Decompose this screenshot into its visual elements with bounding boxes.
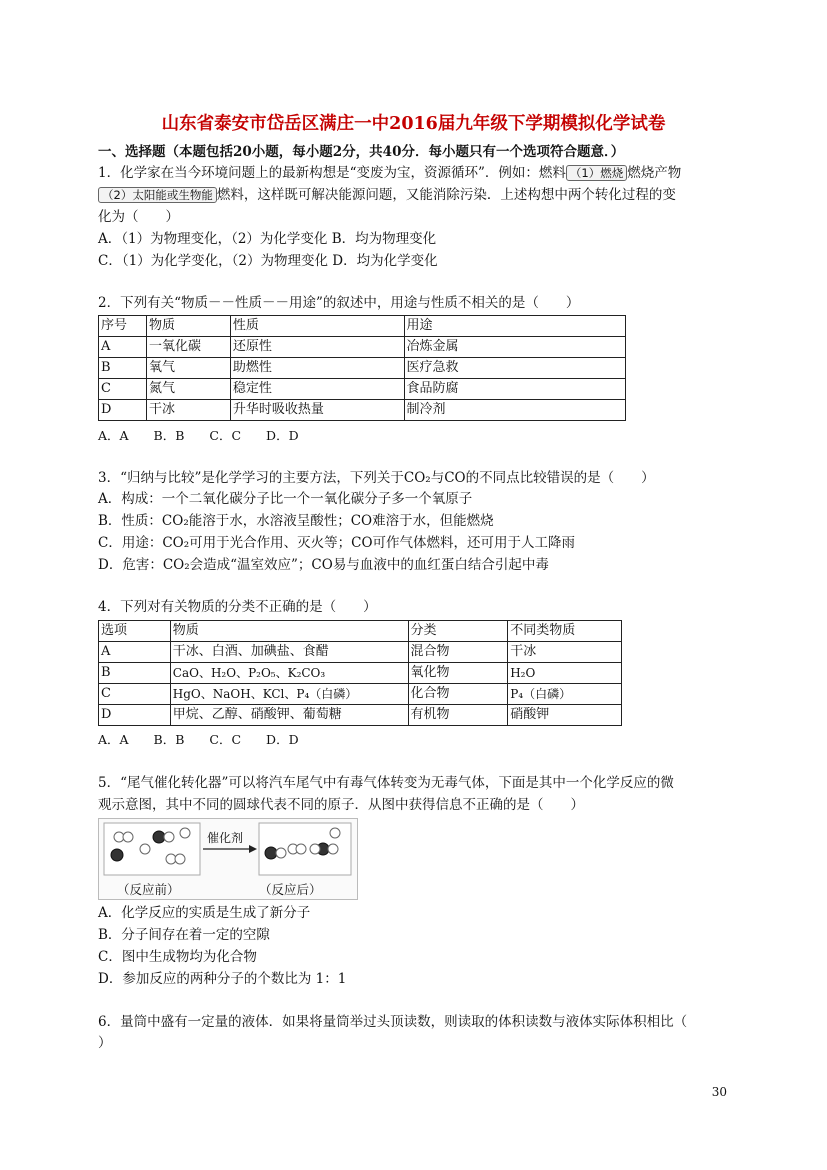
table-row [99,705,622,726]
atom [265,847,277,859]
table-row [99,642,622,663]
table-cell: D [99,705,171,726]
q1-text-1a: 1．化学家在当今环境问题上的最新构想是“变废为宝，资源循环”．例如：燃料 [98,165,566,181]
before-label: （反应前） [117,882,180,897]
table-cell: P₄（白磷） [508,684,622,705]
table-cell: B [99,358,147,379]
table-cell: HgO、NaOH、KCl、P₄（白磷） [170,684,408,705]
q1-line-1 [98,163,681,183]
table-cell: 选项 [99,621,171,642]
q3-option-a: A．构成：一个二氧化碳分子比一个一氧化碳分子多一个氧原子 [98,491,473,507]
table-cell: 干冰 [508,642,622,663]
exam-title: 山东省泰安市岱岳区满庄一中2016届九年级下学期模拟化学试卷 [161,114,666,134]
atom [330,828,340,838]
q3-stem: 3．“归纳与比较”是化学学习的主要方法，下列关于CO₂与CO的不同点比较错误的是（ ） [98,470,655,486]
q5-stem-line-1: 5．“尾气催化转化器”可以将汽车尾气中有毒气体转变为无毒气体，下面是其中一个化学反应的微 [98,775,674,791]
q1-arrow-label-2: （2）太阳能或生物能 [98,187,217,203]
table-cell: A [99,642,171,663]
table-cell: 有机物 [408,705,508,726]
table-cell: 医疗急救 [404,358,625,379]
atom [123,832,133,842]
q1-line-3: 化为（ ） [98,209,179,225]
table-row [99,379,626,400]
q1-text-1b: 燃烧产物 [627,165,682,181]
table-row [99,316,626,337]
table-cell: 还原性 [230,337,404,358]
q5-option-c: C．图中生成物均为化合物 [98,949,257,965]
q1-options-ab: A．（1）为物理变化，（2）为化学变化 B．均为物理变化 [98,231,437,247]
q3-option-b: B．性质：CO₂能溶于水，水溶液呈酸性；CO难溶于水，但能燃烧 [98,513,494,529]
table-cell: B [99,663,171,684]
q5-option-b: B．分子间存在着一定的空隙 [98,927,270,943]
reaction-diagram [98,818,358,900]
table-cell: 干冰、白酒、加碘盐、食醋 [170,642,408,663]
catalyst-label: 催化剂 [207,831,244,845]
page-number: 30 [711,1085,727,1099]
table-cell: 氮气 [146,379,230,400]
q2-options: A．A B．B C．C D．D [98,428,299,443]
table-cell: 混合物 [408,642,508,663]
table-cell: 制冷剂 [404,400,625,421]
table-cell: D [99,400,147,421]
q5-option-a: A．化学反应的实质是生成了新分子 [98,905,311,921]
arrow-head [249,845,257,853]
q2-stem: 2．下列有关“物质－－性质－－用途”的叙述中，用途与性质不相关的是（ ） [98,295,580,311]
table-cell: C [99,684,171,705]
table-cell: 不同类物质 [508,621,622,642]
table-cell: 助燃性 [230,358,404,379]
q5-stem-line-2: 观示意图，其中不同的圆球代表不同的原子．从图中获得信息不正确的是（ ） [98,797,584,813]
table-cell: 氧气 [146,358,230,379]
table-cell: 物质 [170,621,408,642]
atom [164,832,174,842]
table-cell: CaO、H₂O、P₂O₅、K₂CO₃ [170,663,408,684]
q4-table [98,620,622,726]
table-cell: 用途 [404,316,625,337]
q1-line-2 [98,185,676,205]
table-row [99,621,622,642]
table-row [99,684,622,705]
q4-stem: 4．下列对有关物质的分类不正确的是（ ） [98,599,377,615]
table-row [99,358,626,379]
q1-arrow-label-1: （1）燃烧 [566,165,627,181]
atom [175,854,185,864]
atom [180,828,190,838]
table-cell: 氧化物 [408,663,508,684]
atom [328,844,338,854]
table-cell: 甲烷、乙醇、硝酸钾、葡萄糖 [170,705,408,726]
atom [140,844,150,854]
table-cell: 物质 [146,316,230,337]
atom [310,844,320,854]
q3-option-c: C．用途：CO₂可用于光合作用、灭火等；CO可作气体燃料，还可用于人工降雨 [98,535,576,551]
q5-option-d: D．参加反应的两种分子的个数比为 1：1 [98,971,347,987]
atom [153,831,165,843]
table-cell: 序号 [99,316,147,337]
table-cell: 升华时吸收热量 [230,400,404,421]
q4-options: A．A B．B C．C D．D [98,732,299,747]
atom [296,844,306,854]
q3-option-d: D．危害：CO₂会造成“温室效应”；CO易与血液中的血红蛋白结合引起中毒 [98,557,549,573]
atom [111,849,123,861]
table-cell: C [99,379,147,400]
table-row [99,663,622,684]
q2-table [98,315,626,421]
table-cell: H₂O [508,663,622,684]
table-cell: 分类 [408,621,508,642]
q6-stem-line-2: ） [98,1035,112,1051]
section-heading: 一、选择题（本题包括20小题，每小题2分，共40分．每小题只有一个选项符合题意．） [98,144,625,160]
table-cell: 硝酸钾 [508,705,622,726]
q1-text-2b: 燃料，这样既可解决能源问题，又能消除污染．上述构想中两个转化过程的变 [216,187,676,203]
q1-options-cd: C．（1）为化学变化，（2）为物理变化 D．均为化学变化 [98,253,438,269]
table-row [99,400,626,421]
table-cell: 冶炼金属 [404,337,625,358]
table-cell: A [99,337,147,358]
table-cell: 稳定性 [230,379,404,400]
table-cell: 化合物 [408,684,508,705]
table-cell: 一氧化碳 [146,337,230,358]
table-cell: 干冰 [146,400,230,421]
after-label: （反应后） [259,882,322,897]
table-cell: 性质 [230,316,404,337]
q6-stem-line-1: 6．量筒中盛有一定量的液体．如果将量筒举过头顶读数，则读取的体积读数与液体实际体积相比（ [98,1014,688,1030]
table-cell: 食品防腐 [404,379,625,400]
atom [276,848,286,858]
table-row [99,337,626,358]
